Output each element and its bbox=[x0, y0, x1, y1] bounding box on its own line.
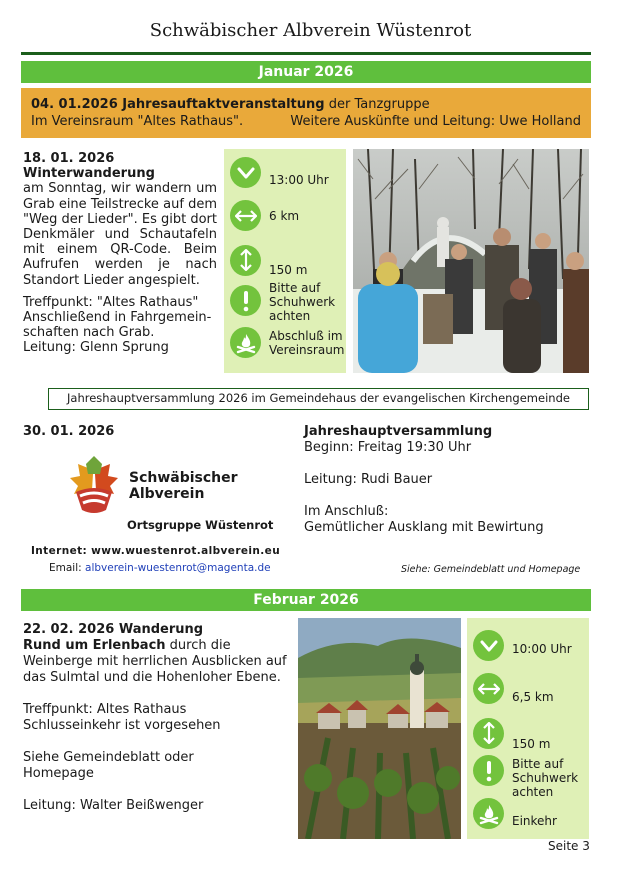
event-tanzgruppe-subtitle: der Tanzgruppe bbox=[324, 97, 430, 112]
event-winterwanderung-leader: Leitung: Glenn Sprung bbox=[23, 340, 169, 356]
event-erlenbach-desc: durch die Weinberge mit herrlichen Ausblicken auf das Sulmtal und die Hohenloher Ebene. bbox=[23, 638, 287, 685]
distance-arrows-icon bbox=[230, 200, 261, 231]
event-winterwanderung-info-panel bbox=[224, 149, 346, 373]
internet-address: Internet: www.wuestenrot.albverein.eu bbox=[31, 545, 281, 557]
event-winterwanderung-date: 18. 01. 2026 bbox=[23, 151, 115, 166]
event-jhv-after: Gemütlicher Ausklang mit Bewirtung bbox=[304, 520, 544, 535]
event-erlenbach-date-title: 22. 02. 2026 Wanderung bbox=[23, 622, 204, 637]
warning-exclamation-icon bbox=[230, 285, 261, 316]
header-rule bbox=[21, 52, 591, 55]
event-winterwanderung-meeting: Treffpunkt: "Altes Rathaus" bbox=[23, 294, 199, 310]
event-tanzgruppe-box bbox=[21, 88, 591, 138]
elevation-label: 150 m bbox=[269, 263, 308, 277]
campfire-icon bbox=[230, 327, 261, 358]
page-number: Seite 3 bbox=[548, 839, 590, 853]
finish-label: Abschluß im Vereinsraum bbox=[269, 328, 345, 357]
time-label: 13:00 Uhr bbox=[269, 172, 329, 187]
event-erlenbach-text bbox=[23, 622, 293, 814]
distance-arrows-icon bbox=[473, 673, 504, 704]
email-label: Email: bbox=[49, 562, 86, 574]
campfire-icon bbox=[473, 798, 504, 829]
event-erlenbach-info-panel bbox=[467, 618, 589, 839]
event-erlenbach-description bbox=[23, 638, 293, 686]
event-winterwanderung-text bbox=[23, 151, 217, 356]
event-jhv-start: Beginn: Freitag 19:30 Uhr bbox=[304, 440, 472, 455]
logo-group: Ortsgruppe Wüstenrot bbox=[127, 518, 274, 532]
event-erlenbach-leader: Leitung: Walter Beißwenger bbox=[23, 798, 204, 813]
event-jhv-note: Siehe: Gemeindeblatt und Homepage bbox=[401, 564, 581, 575]
logo-line-2: Albverein bbox=[129, 486, 205, 502]
elevation-label: 150 m bbox=[512, 737, 551, 751]
event-erlenbach-stop: Schlusseinkehr ist vorgesehen bbox=[23, 718, 221, 733]
event-erlenbach-see-2: Homepage bbox=[23, 766, 94, 781]
time-label: 10:00 Uhr bbox=[512, 641, 572, 656]
page-title: Schwäbischer Albverein Wüstenrot bbox=[149, 20, 472, 41]
event-winterwanderung-after: Anschließend in Fahrgemein-schaften nach Grab. bbox=[23, 310, 212, 341]
event-jhv-date: 30. 01. 2026 bbox=[23, 424, 115, 439]
warning-exclamation-icon bbox=[473, 755, 504, 786]
distance-label: 6 km bbox=[269, 208, 300, 223]
event-tanzgruppe-headline bbox=[31, 96, 581, 113]
event-erlenbach-title: Rund um Erlenbach bbox=[23, 638, 166, 653]
clock-icon bbox=[473, 630, 504, 661]
winter-hike-photo bbox=[353, 149, 589, 373]
logo-text bbox=[129, 470, 238, 502]
email-link[interactable]: albverein-wuestenrot@magenta.de bbox=[85, 562, 271, 574]
month-bar-february: Februar 2026 bbox=[21, 589, 591, 611]
albverein-logo-icon bbox=[66, 454, 122, 514]
shoes-label: Bitte auf Schuhwerk achten bbox=[512, 757, 579, 799]
elevation-arrows-icon bbox=[473, 718, 504, 749]
finish-label: Einkehr bbox=[512, 813, 557, 828]
jahreshauptversammlung-banner: Jahreshauptversammlung 2026 im Gemeindehaus der evangelischen Kirchengemeinde bbox=[48, 388, 589, 410]
distance-label: 6,5 km bbox=[512, 689, 554, 704]
event-jhv-after-label: Im Anschluß: bbox=[304, 504, 389, 519]
event-winterwanderung-description: am Sonntag, wir wandern um Grab eine Teilstrecke auf dem "Weg der Lieder". Es gibt dort Denkmäler und Schautafeln mit einem QR-Code. Beim Aufrufen werden je nach Standort Lieder angespielt. bbox=[23, 181, 217, 288]
month-bar-january: Januar 2026 bbox=[21, 61, 591, 83]
elevation-arrows-icon bbox=[230, 245, 261, 276]
email-line bbox=[49, 562, 271, 574]
event-tanzgruppe-location: Im Vereinsraum "Altes Rathaus". bbox=[31, 114, 244, 129]
shoes-label: Bitte auf Schuhwerk achten bbox=[269, 281, 336, 323]
event-jhv-leader: Leitung: Rudi Bauer bbox=[304, 472, 433, 487]
event-jhv-title: Jahreshauptversammlung bbox=[304, 424, 493, 439]
logo-line-1: Schwäbischer bbox=[129, 470, 238, 486]
vineyard-photo bbox=[298, 618, 461, 839]
event-tanzgruppe-title: 04. 01.2026 Jahresauftaktveranstaltung bbox=[31, 97, 325, 112]
event-erlenbach-meeting: Treffpunkt: Altes Rathaus bbox=[23, 702, 187, 717]
event-winterwanderung-title: Winterwanderung bbox=[23, 166, 155, 182]
clock-icon bbox=[230, 157, 261, 188]
event-tanzgruppe-info: Weitere Auskünfte und Leitung: Uwe Holland bbox=[290, 114, 581, 129]
event-erlenbach-see-1: Siehe Gemeindeblatt oder bbox=[23, 750, 194, 765]
event-jhv-text bbox=[304, 424, 544, 536]
